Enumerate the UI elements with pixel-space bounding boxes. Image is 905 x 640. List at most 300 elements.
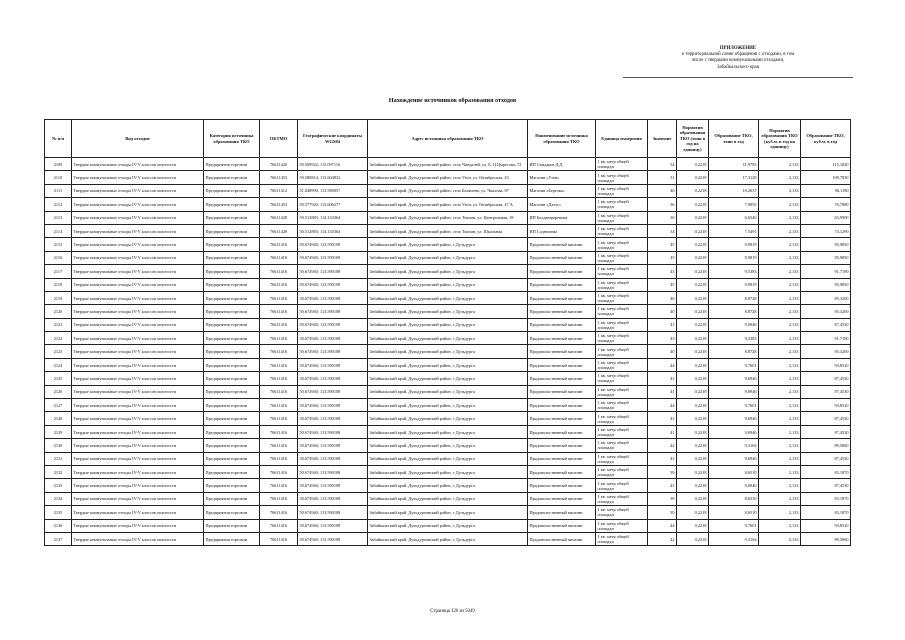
cell-unit: 1 кв. метр общей площади <box>596 492 648 505</box>
cell-source-name: Магазин «Дэлэг» <box>528 198 596 211</box>
cell-category: Предприятия торговли <box>204 184 260 197</box>
cell-row-number: 2120 <box>45 305 72 318</box>
cell-unit: 1 кв. метр общей площади <box>596 439 648 452</box>
cell-address: Забайкальский край, Дульдургинский район, село Чиндалей, ул. Б. Ц.Цырегова, 72 <box>368 158 528 171</box>
cell-source-name: Продовольственный магазин <box>528 412 596 425</box>
cell-value: 51 <box>648 171 677 184</box>
cell-unit: 1 кв. метр общей площади <box>596 479 648 492</box>
cell-output-tons: 9,0946 <box>709 425 759 438</box>
cell-source-name: Продовольственный магазин <box>528 479 596 492</box>
cell-output-cubic: 108,7830 <box>801 171 851 184</box>
cell-norm-tons: 0,2218 <box>677 519 709 532</box>
cell-unit: 1 кв. метр общей площади <box>596 332 648 345</box>
cell-output-cubic: 89,5860 <box>801 532 851 545</box>
table-header-row <box>45 120 851 158</box>
cell-output-tons: 7,5491 <box>709 224 759 237</box>
cell-norm-tons: 0,2218 <box>677 318 709 331</box>
cell-output-tons: 9,3164 <box>709 532 759 545</box>
cell-coordinates: 50.674940; 113.590108 <box>298 265 368 278</box>
cell-coordinates: 50.674940; 113.590108 <box>298 358 368 371</box>
cell-oktmo: 76611416 <box>260 332 298 345</box>
table-row <box>45 425 851 438</box>
cell-coordinates: 51.048990; 113.580057 <box>298 184 368 197</box>
cell-norm-tons: 0,2218 <box>677 238 709 251</box>
cell-norm-cubic: 2,133 <box>759 372 801 385</box>
cell-output-cubic: 91,7190 <box>801 332 851 345</box>
cell-output-tons: 8,6510 <box>709 506 759 519</box>
table-row <box>45 358 851 371</box>
cell-norm-cubic: 2,133 <box>759 492 801 505</box>
cell-output-cubic: 85,3200 <box>801 305 851 318</box>
cell-unit: 1 кв. метр общей площади <box>596 345 648 358</box>
cell-value: 39 <box>648 506 677 519</box>
table-row <box>45 291 851 304</box>
cell-norm-tons: 0,2218 <box>677 211 709 224</box>
cell-norm-cubic: 2,133 <box>759 318 801 331</box>
cell-category: Предприятия торговли <box>204 265 260 278</box>
cell-address: Забайкальский край, Дульдургинский район, с Дульдурга <box>368 479 528 492</box>
cell-address: Забайкальский край, Дульдургинский район, с Дульдурга <box>368 291 528 304</box>
cell-output-cubic: 87,4530 <box>801 452 851 465</box>
cell-output-tons: 9,9819 <box>709 251 759 264</box>
cell-source-name: Продовольственный магазин <box>528 519 596 532</box>
cell-source-name: Продовольственный магазин <box>528 305 596 318</box>
cell-coordinates: 50.674940; 113.590108 <box>298 532 368 545</box>
cell-unit: 1 кв. метр общей площади <box>596 385 648 398</box>
cell-output-cubic: 115,1820 <box>801 158 851 171</box>
cell-address: Забайкальский край, Дульдургинский район, село Балягино, ул. Чкалова, 87 <box>368 184 528 197</box>
cell-address: Забайкальский край, Дульдургинский район, село Токчин, ул. Центральная, 18 <box>368 211 528 224</box>
cell-norm-tons: 0,2218 <box>677 278 709 291</box>
cell-output-cubic: 91,7190 <box>801 265 851 278</box>
cell-norm-cubic: 2,133 <box>759 385 801 398</box>
cell-row-number: 2115 <box>45 238 72 251</box>
cell-oktmo: 76611416 <box>260 425 298 438</box>
col-header-norm-cubic: Норматив образования ТКО (куб.м. в год на единицу) <box>759 120 801 158</box>
cell-oktmo: 76611416 <box>260 532 298 545</box>
table-row <box>45 158 851 171</box>
cell-norm-tons: 0,2218 <box>677 251 709 264</box>
cell-unit: 1 кв. метр общей площади <box>596 372 648 385</box>
cell-unit: 1 кв. метр общей площади <box>596 399 648 412</box>
cell-oktmo: 76611416 <box>260 318 298 331</box>
table-row <box>45 332 851 345</box>
cell-category: Предприятия торговли <box>204 506 260 519</box>
cell-row-number: 2132 <box>45 465 72 478</box>
cell-address: Забайкальский край, Дульдургинский район, с Дульдурга <box>368 278 528 291</box>
cell-row-number: 2125 <box>45 372 72 385</box>
cell-address: Забайкальский край, Дульдургинский район, с Дульдурга <box>368 492 528 505</box>
cell-unit: 1 кв. метр общей площади <box>596 265 648 278</box>
page-number: Страница 126 из 5049 <box>430 609 475 614</box>
appendix-block <box>623 46 853 78</box>
cell-coordinates: 50.674940; 113.590108 <box>298 251 368 264</box>
cell-category: Предприятия торговли <box>204 452 260 465</box>
cell-output-cubic: 95,9850 <box>801 251 851 264</box>
cell-output-tons: 9,9819 <box>709 238 759 251</box>
cell-waste-type: Твердые коммунальные отходы IV-V классов опасности <box>72 184 204 197</box>
col-header-output-tons: Образование ТКО, тонн в год <box>709 120 759 158</box>
cell-output-tons: 9,5383 <box>709 332 759 345</box>
cell-output-cubic: 83,1870 <box>801 506 851 519</box>
cell-norm-tons: 0,2218 <box>677 452 709 465</box>
cell-unit: 1 кв. метр общей площади <box>596 224 648 237</box>
cell-norm-tons: 0,2218 <box>677 465 709 478</box>
cell-row-number: 2126 <box>45 385 72 398</box>
cell-norm-cubic: 2,133 <box>759 465 801 478</box>
cell-value: 44 <box>648 519 677 532</box>
cell-value: 39 <box>648 465 677 478</box>
cell-output-tons: 17,3128 <box>709 171 759 184</box>
cell-category: Предприятия торговли <box>204 251 260 264</box>
cell-norm-tons: 0,2218 <box>677 372 709 385</box>
table-row <box>45 519 851 532</box>
cell-norm-cubic: 2,133 <box>759 278 801 291</box>
cell-oktmo: 76611428 <box>260 224 298 237</box>
cell-value: 45 <box>648 251 677 264</box>
cell-unit: 1 кв. метр общей площади <box>596 211 648 224</box>
cell-norm-tons: 0,2218 <box>677 399 709 412</box>
cell-row-number: 2121 <box>45 318 72 331</box>
cell-norm-tons: 0,2218 <box>677 358 709 371</box>
cell-oktmo: 76611416 <box>260 412 298 425</box>
cell-unit: 1 кв. метр общей площади <box>596 358 648 371</box>
cell-source-name: Продовольственный магазин <box>528 439 596 452</box>
cell-output-tons: 8,8728 <box>709 305 759 318</box>
cell-oktmo: 76611420 <box>260 158 298 171</box>
cell-value: 41 <box>648 372 677 385</box>
cell-row-number: 2127 <box>45 399 72 412</box>
cell-output-cubic: 83,1870 <box>801 465 851 478</box>
cell-source-name: Продовольственный магазин <box>528 532 596 545</box>
cell-source-name: Продовольственный магазин <box>528 492 596 505</box>
cell-oktmo: 76611416 <box>260 278 298 291</box>
appendix-title: ПРИЛОЖЕНИЕ <box>719 46 757 51</box>
cell-norm-tons: 0,2218 <box>677 332 709 345</box>
table-row <box>45 399 851 412</box>
cell-waste-type: Твердые коммунальные отходы IV-V классов опасности <box>72 372 204 385</box>
cell-category: Предприятия торговли <box>204 399 260 412</box>
cell-row-number: 2130 <box>45 439 72 452</box>
cell-source-name: Магазин «Узон» <box>528 171 596 184</box>
cell-category: Предприятия торговли <box>204 278 260 291</box>
cell-norm-tons: 0,2218 <box>677 265 709 278</box>
cell-norm-tons: 0,2218 <box>677 425 709 438</box>
cell-output-tons: 9,5383 <box>709 265 759 278</box>
cell-norm-tons: 0,2218 <box>677 492 709 505</box>
cell-unit: 1 кв. метр общей площади <box>596 318 648 331</box>
cell-norm-cubic: 2,133 <box>759 358 801 371</box>
cell-coordinates: 50.674940; 113.590108 <box>298 479 368 492</box>
cell-category: Предприятия торговли <box>204 385 260 398</box>
cell-output-cubic: 89,5860 <box>801 439 851 452</box>
cell-norm-cubic: 2,133 <box>759 305 801 318</box>
cell-waste-type: Твердые коммунальные отходы IV-V классов опасности <box>72 251 204 264</box>
cell-norm-tons: 0,2218 <box>677 158 709 171</box>
table-row <box>45 305 851 318</box>
cell-address: Забайкальский край, Дульдургинский район, с Дульдурга <box>368 372 528 385</box>
cell-unit: 1 кв. метр общей площади <box>596 238 648 251</box>
cell-coordinates: 50.569922; 115.097116 <box>298 158 368 171</box>
cell-value: 40 <box>648 291 677 304</box>
cell-category: Предприятия торговли <box>204 345 260 358</box>
cell-norm-cubic: 2,133 <box>759 265 801 278</box>
table-row <box>45 318 851 331</box>
cell-coordinates: 50.674940; 113.590108 <box>298 519 368 532</box>
cell-waste-type: Твердые коммунальные отходы IV-V классов опасности <box>72 479 204 492</box>
cell-source-name: Магазин «Березка» <box>528 184 596 197</box>
cell-category: Предприятия торговли <box>204 198 260 211</box>
cell-source-name: Продовольственный магазин <box>528 358 596 371</box>
cell-row-number: 2135 <box>45 506 72 519</box>
cell-category: Предприятия торговли <box>204 158 260 171</box>
col-header-number: № п/п <box>45 120 72 158</box>
cell-waste-type: Твердые коммунальные отходы IV-V классов опасности <box>72 399 204 412</box>
cell-waste-type: Твердые коммунальные отходы IV-V классов опасности <box>72 318 204 331</box>
cell-norm-tons: 0,2218 <box>677 412 709 425</box>
cell-output-tons: 8,6510 <box>709 465 759 478</box>
cell-address: Забайкальский край, Дульдургинский район, с Дульдурга <box>368 251 528 264</box>
cell-value: 41 <box>648 479 677 492</box>
cell-source-name: Продовольственный магазин <box>528 251 596 264</box>
col-header-value: Значение <box>648 120 677 158</box>
cell-coordinates: 50.674940; 113.590108 <box>298 506 368 519</box>
cell-norm-tons: 0,2218 <box>677 184 709 197</box>
sources-table <box>44 119 851 546</box>
cell-waste-type: Твердые коммунальные отходы IV-V классов опасности <box>72 506 204 519</box>
cell-output-tons: 9,0946 <box>709 318 759 331</box>
cell-waste-type: Твердые коммунальные отходы IV-V классов опасности <box>72 198 204 211</box>
cell-coordinates: 50.674940; 113.590108 <box>298 399 368 412</box>
cell-coordinates: 50.577920; 113.606277 <box>298 198 368 211</box>
cell-source-name: ИП Самдаков Д.Д <box>528 158 596 171</box>
cell-value: 36 <box>648 198 677 211</box>
cell-category: Предприятия торговли <box>204 492 260 505</box>
table-row <box>45 465 851 478</box>
cell-norm-cubic: 2,133 <box>759 479 801 492</box>
cell-waste-type: Твердые коммунальные отходы IV-V классов опасности <box>72 358 204 371</box>
cell-source-name: Продовольственный магазин <box>528 318 596 331</box>
cell-category: Предприятия торговли <box>204 291 260 304</box>
cell-address: Забайкальский край, Дульдургинский район, с Дульдурга <box>368 358 528 371</box>
cell-unit: 1 кв. метр общей площади <box>596 305 648 318</box>
cell-output-cubic: 87,4530 <box>801 372 851 385</box>
cell-category: Предприятия торговли <box>204 519 260 532</box>
cell-source-name: Продовольственный магазин <box>528 345 596 358</box>
cell-row-number: 2117 <box>45 265 72 278</box>
cell-norm-tons: 0,2218 <box>677 345 709 358</box>
table-row <box>45 385 851 398</box>
cell-address: Забайкальский край, Дульдургинский район, с Дульдурга <box>368 425 528 438</box>
cell-norm-cubic: 2,133 <box>759 439 801 452</box>
cell-output-tons: 10,2037 <box>709 184 759 197</box>
cell-address: Забайкальский край, Дульдургинский район, с Дульдурга <box>368 385 528 398</box>
cell-category: Предприятия торговли <box>204 332 260 345</box>
cell-address: Забайкальский край, Дульдургинский район, село Узон, ул. Октябрьская, 47 А <box>368 198 528 211</box>
cell-waste-type: Твердые коммунальные отходы IV-V классов опасности <box>72 305 204 318</box>
cell-waste-type: Твердые коммунальные отходы IV-V классов опасности <box>72 158 204 171</box>
cell-waste-type: Твердые коммунальные отходы IV-V классов опасности <box>72 465 204 478</box>
cell-source-name: Продовольственный магазин <box>528 425 596 438</box>
cell-coordinates: 50.674940; 113.590108 <box>298 372 368 385</box>
cell-output-cubic: 93,8520 <box>801 519 851 532</box>
cell-output-tons: 9,7601 <box>709 358 759 371</box>
cell-norm-cubic: 2,133 <box>759 251 801 264</box>
cell-oktmo: 76611416 <box>260 519 298 532</box>
cell-output-cubic: 95,9850 <box>801 238 851 251</box>
cell-source-name: Продовольственный магазин <box>528 238 596 251</box>
cell-waste-type: Твердые коммунальные отходы IV-V классов опасности <box>72 425 204 438</box>
appendix-line-2: числе с твердыми коммунальными отходами, <box>691 58 785 64</box>
cell-waste-type: Твердые коммунальные отходы IV-V классов опасности <box>72 452 204 465</box>
cell-row-number: 2110 <box>45 171 72 184</box>
cell-norm-tons: 0,2218 <box>677 224 709 237</box>
cell-row-number: 2136 <box>45 519 72 532</box>
cell-norm-cubic: 2,133 <box>759 345 801 358</box>
cell-value: 34 <box>648 224 677 237</box>
cell-coordinates: 50.674940; 113.590108 <box>298 291 368 304</box>
cell-oktmo: 76611453 <box>260 198 298 211</box>
cell-norm-cubic: 2,133 <box>759 171 801 184</box>
cell-oktmo: 76611416 <box>260 345 298 358</box>
cell-category: Предприятия торговли <box>204 238 260 251</box>
cell-output-cubic: 96,1180 <box>801 184 851 197</box>
cell-source-name: Продовольственный магазин <box>528 372 596 385</box>
cell-oktmo: 76611416 <box>260 465 298 478</box>
cell-coordinates: 50.674940; 113.590108 <box>298 385 368 398</box>
cell-waste-type: Твердые коммунальные отходы IV-V классов опасности <box>72 519 204 532</box>
cell-coordinates: 50.674940; 113.590108 <box>298 345 368 358</box>
cell-row-number: 2122 <box>45 332 72 345</box>
cell-waste-type: Твердые коммунальные отходы IV-V классов опасности <box>72 492 204 505</box>
table-row <box>45 211 851 224</box>
cell-oktmo: 76611416 <box>260 492 298 505</box>
cell-coordinates: 50.512883; 114.133364 <box>298 211 368 224</box>
cell-source-name: Продовольственный магазин <box>528 506 596 519</box>
cell-coordinates: 50.674940; 113.590108 <box>298 412 368 425</box>
cell-oktmo: 76611416 <box>260 372 298 385</box>
cell-row-number: 2114 <box>45 224 72 237</box>
cell-output-tons: 9,7601 <box>709 519 759 532</box>
table-row <box>45 238 851 251</box>
table-row <box>45 479 851 492</box>
table-row <box>45 506 851 519</box>
cell-norm-cubic: 2,133 <box>759 332 801 345</box>
cell-category: Предприятия торговли <box>204 318 260 331</box>
cell-waste-type: Твердые коммунальные отходы IV-V классов опасности <box>72 238 204 251</box>
cell-category: Предприятия торговли <box>204 479 260 492</box>
cell-waste-type: Твердые коммунальные отходы IV-V классов опасности <box>72 211 204 224</box>
cell-row-number: 2116 <box>45 251 72 264</box>
cell-waste-type: Твердые коммунальные отходы IV-V классов опасности <box>72 171 204 184</box>
table-row <box>45 224 851 237</box>
cell-output-cubic: 93,8520 <box>801 399 851 412</box>
cell-value: 41 <box>648 425 677 438</box>
cell-oktmo: 76611453 <box>260 171 298 184</box>
cell-unit: 1 кв. метр общей площади <box>596 425 648 438</box>
cell-norm-cubic: 2,133 <box>759 238 801 251</box>
cell-waste-type: Твердые коммунальные отходы IV-V классов опасности <box>72 265 204 278</box>
cell-row-number: 2119 <box>45 291 72 304</box>
cell-row-number: 2129 <box>45 425 72 438</box>
cell-source-name: ИП Содномова <box>528 224 596 237</box>
cell-output-tons: 7,9855 <box>709 198 759 211</box>
cell-norm-tons: 0,2218 <box>677 171 709 184</box>
cell-output-tons: 6,6546 <box>709 211 759 224</box>
cell-row-number: 2113 <box>45 211 72 224</box>
cell-value: 54 <box>648 158 677 171</box>
cell-norm-tons: 0,2218 <box>677 532 709 545</box>
col-header-category: Категория источника образования ТКО <box>204 120 260 158</box>
cell-source-name: Продовольственный магазин <box>528 465 596 478</box>
cell-oktmo: 76611416 <box>260 291 298 304</box>
cell-coordinates: 50.674940; 113.590108 <box>298 305 368 318</box>
cell-output-cubic: 95,9850 <box>801 278 851 291</box>
table-row <box>45 412 851 425</box>
cell-value: 41 <box>648 452 677 465</box>
cell-output-cubic: 74,1290 <box>801 224 851 237</box>
cell-address: Забайкальский край, Дульдургинский район, с Дульдурга <box>368 265 528 278</box>
cell-output-cubic: 87,4530 <box>801 479 851 492</box>
cell-waste-type: Твердые коммунальные отходы IV-V классов опасности <box>72 439 204 452</box>
cell-value: 40 <box>648 305 677 318</box>
cell-norm-cubic: 2,133 <box>759 412 801 425</box>
cell-unit: 1 кв. метр общей площади <box>596 465 648 478</box>
cell-waste-type: Твердые коммунальные отходы IV-V классов опасности <box>72 291 204 304</box>
cell-oktmo: 76611416 <box>260 238 298 251</box>
cell-output-tons: 9,0946 <box>709 372 759 385</box>
cell-coordinates: 50.674940; 113.590108 <box>298 425 368 438</box>
table-row <box>45 278 851 291</box>
cell-category: Предприятия торговли <box>204 412 260 425</box>
cell-output-cubic: 87,4530 <box>801 412 851 425</box>
cell-value: 42 <box>648 532 677 545</box>
table-row <box>45 372 851 385</box>
cell-oktmo: 76611416 <box>260 265 298 278</box>
table-row <box>45 532 851 545</box>
cell-unit: 1 кв. метр общей площади <box>596 519 648 532</box>
col-header-unit: Единица измерения <box>596 120 648 158</box>
cell-unit: 1 кв. метр общей площади <box>596 251 648 264</box>
cell-oktmo: 76611428 <box>260 211 298 224</box>
cell-norm-tons: 0,2218 <box>677 291 709 304</box>
cell-address: Забайкальский край, Дульдургинский район, с Дульдурга <box>368 465 528 478</box>
cell-row-number: 2118 <box>45 278 72 291</box>
cell-row-number: 2123 <box>45 345 72 358</box>
cell-output-cubic: 87,4530 <box>801 318 851 331</box>
cell-coordinates: 50.674940; 113.590108 <box>298 278 368 291</box>
cell-row-number: 2109 <box>45 158 72 171</box>
col-header-oktmo: ОКТМО <box>260 120 298 158</box>
cell-coordinates: 50.674940; 113.590108 <box>298 332 368 345</box>
cell-category: Предприятия торговли <box>204 532 260 545</box>
cell-waste-type: Твердые коммунальные отходы IV-V классов опасности <box>72 532 204 545</box>
cell-norm-tons: 0,2218 <box>677 479 709 492</box>
cell-output-tons: 9,0946 <box>709 452 759 465</box>
cell-address: Забайкальский край, Дульдургинский район, с Дульдурга <box>368 532 528 545</box>
cell-row-number: 2133 <box>45 479 72 492</box>
cell-unit: 1 кв. метр общей площади <box>596 171 648 184</box>
cell-value: 46 <box>648 184 677 197</box>
cell-output-tons: 11,9783 <box>709 158 759 171</box>
cell-norm-tons: 0,2218 <box>677 198 709 211</box>
cell-address: Забайкальский край, Дульдургинский район, с Дульдурга <box>368 519 528 532</box>
cell-row-number: 2128 <box>45 412 72 425</box>
cell-address: Забайкальский край, Дульдургинский район, с Дульдурга <box>368 399 528 412</box>
cell-output-cubic: 63,9900 <box>801 211 851 224</box>
cell-category: Предприятия торговли <box>204 224 260 237</box>
table-row <box>45 345 851 358</box>
